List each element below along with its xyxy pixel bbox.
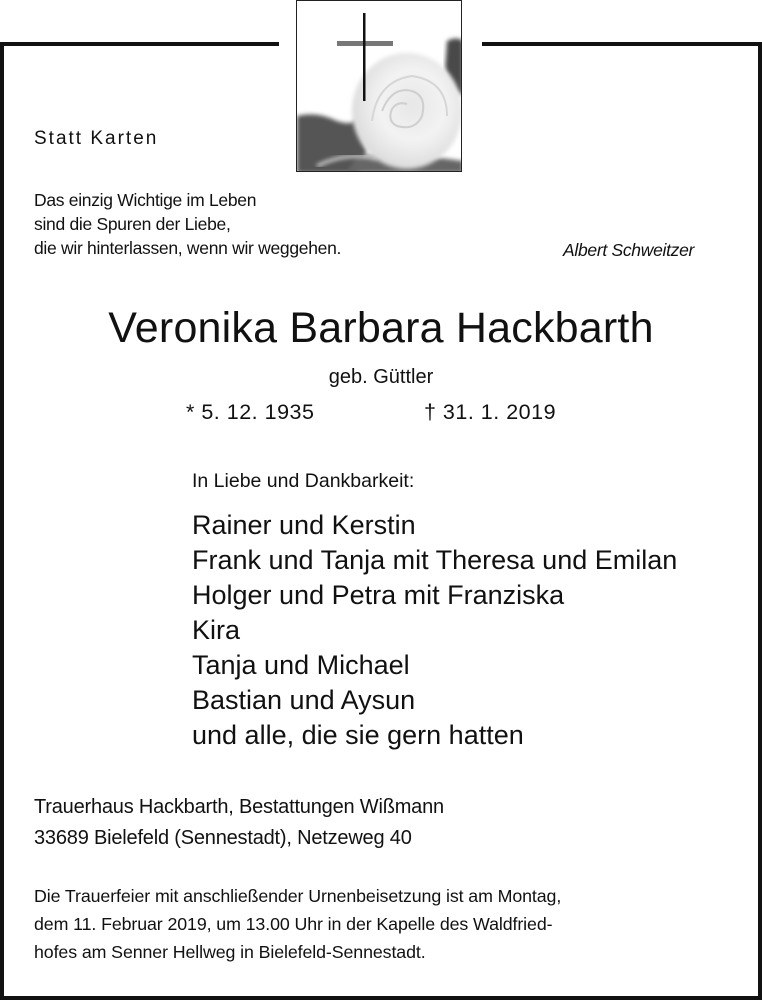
funeral-home-address (34, 792, 444, 854)
frame-top-right (482, 42, 762, 46)
service-line: dem 11. Februar 2019, um 13.00 Uhr in der Kapelle des Waldfried- (34, 914, 553, 934)
frame-top-left (0, 42, 279, 46)
cross-rose-photo (296, 0, 462, 172)
frame-right (758, 42, 762, 1000)
service-details (34, 882, 561, 966)
mourner-line: Bastian und Aysun (192, 685, 416, 715)
mourner-line: Tanja und Michael (192, 650, 410, 680)
mourner-line: Rainer und Kerstin (192, 510, 416, 540)
mourners-heading: In Liebe und Dankbarkeit: (192, 470, 415, 492)
frame-left (0, 42, 4, 1000)
mourner-line: und alle, die sie gern hatten (192, 720, 524, 750)
service-line: hofes am Senner Hellweg in Bielefeld-Sennestadt. (34, 942, 426, 962)
mourner-line: Holger und Petra mit Franziska (192, 580, 565, 610)
birth-date: * 5. 12. 1935 (186, 400, 315, 424)
frame-bottom (0, 996, 762, 1000)
quote (34, 188, 341, 260)
cross-with-rose-icon (297, 1, 462, 172)
death-date: † 31. 1. 2019 (424, 400, 557, 424)
quote-line: Das einzig Wichtige im Leben (34, 190, 257, 210)
service-line: Die Trauerfeier mit anschließender Urnenbeisetzung ist am Montag, (34, 886, 562, 906)
quote-line: die wir hinterlassen, wenn wir weggehen. (34, 238, 342, 258)
funeral-home-line: 33689 Bielefeld (Sennestadt), Netzeweg 40 (34, 827, 412, 849)
mourner-line: Frank und Tanja mit Theresa und Emilan (192, 545, 678, 575)
mourners-list (192, 508, 677, 753)
deceased-name: Veronika Barbara Hackbarth (108, 304, 654, 352)
quote-author: Albert Schweitzer (563, 240, 695, 260)
quote-line: sind die Spuren der Liebe, (34, 214, 231, 234)
funeral-home-line: Trauerhaus Hackbarth, Bestattungen Wißmann (34, 796, 444, 818)
intro-text: Statt Karten (34, 128, 159, 149)
mourner-line: Kira (192, 615, 241, 645)
maiden-name: geb. Güttler (328, 366, 434, 388)
